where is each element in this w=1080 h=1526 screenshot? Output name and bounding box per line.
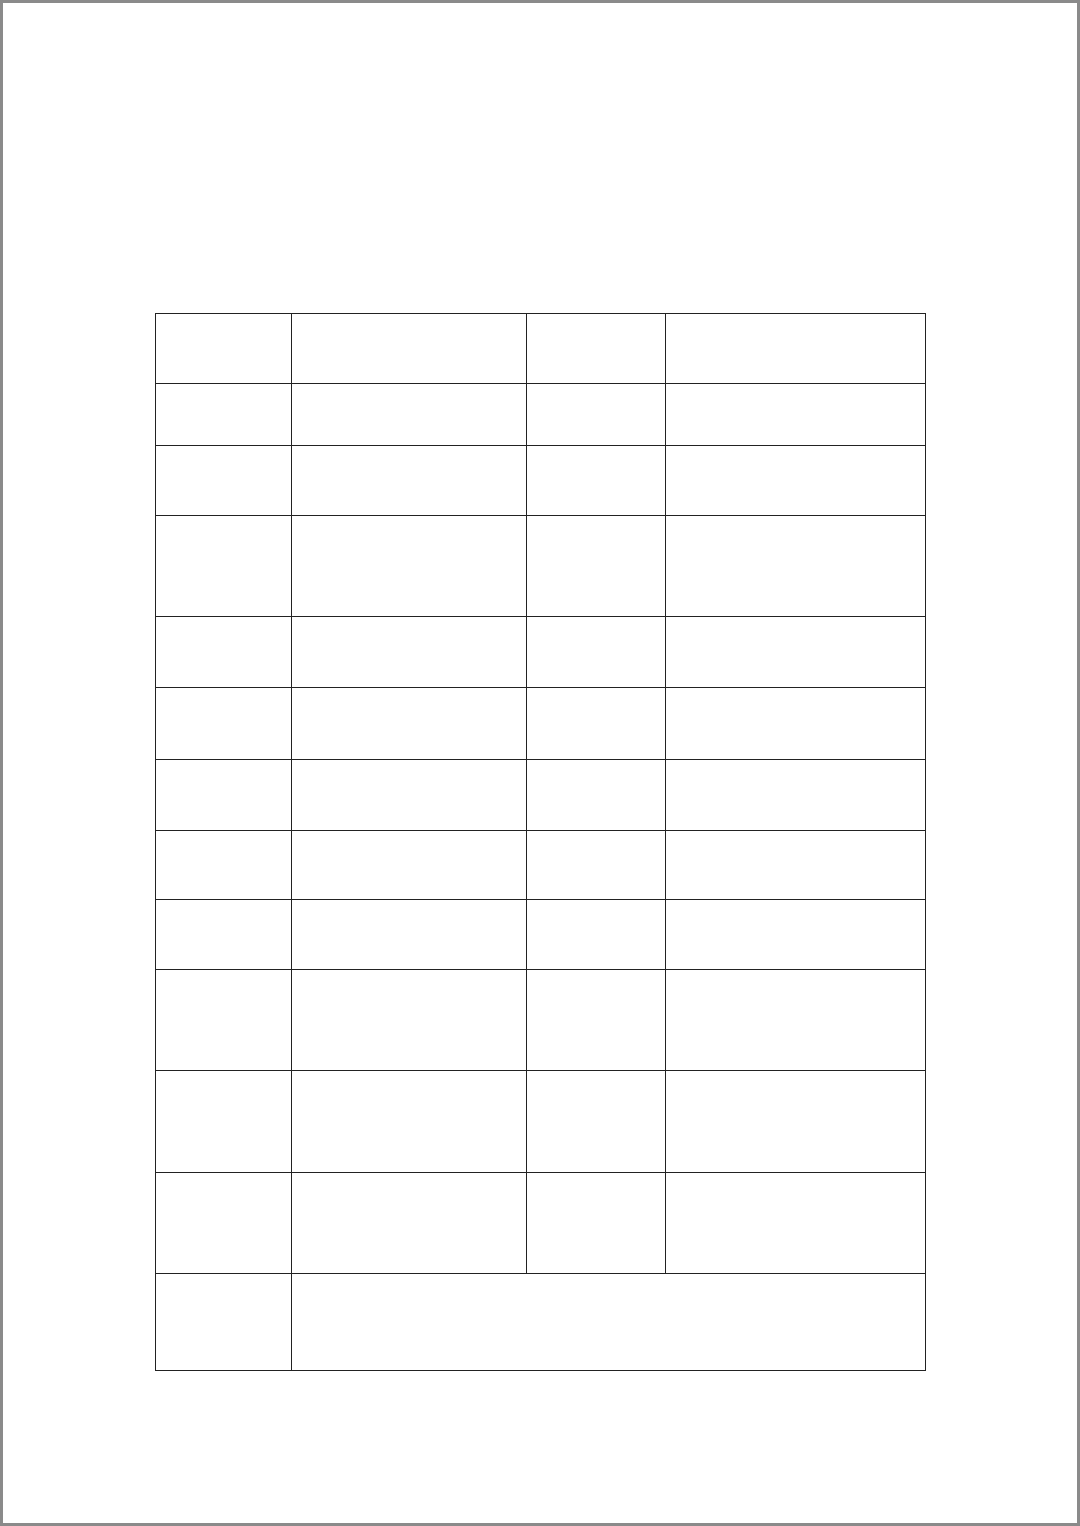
quota-cell xyxy=(292,384,527,446)
province-cell xyxy=(527,384,666,446)
quota-cell xyxy=(666,970,926,1071)
quota-cell xyxy=(292,1071,527,1173)
quota-cell xyxy=(666,1071,926,1173)
header-province-1 xyxy=(156,314,292,384)
quota-cell xyxy=(292,617,527,688)
table-total-row xyxy=(156,1274,926,1371)
province-cell xyxy=(156,970,292,1071)
province-cell xyxy=(156,617,292,688)
quota-cell xyxy=(666,446,926,516)
header-quota-2 xyxy=(666,314,926,384)
table-row xyxy=(156,688,926,760)
quota-cell xyxy=(292,760,527,831)
province-cell xyxy=(527,617,666,688)
header-quota-1 xyxy=(292,314,527,384)
province-cell xyxy=(527,970,666,1071)
province-cell xyxy=(527,1071,666,1173)
table-row xyxy=(156,516,926,617)
province-cell xyxy=(156,516,292,617)
table-row xyxy=(156,900,926,970)
province-cell xyxy=(527,831,666,900)
quota-allocation-table xyxy=(155,313,926,1371)
quota-cell xyxy=(292,900,527,970)
table-row xyxy=(156,1173,926,1274)
quota-cell xyxy=(292,446,527,516)
header-province-2 xyxy=(527,314,666,384)
total-value xyxy=(292,1274,926,1371)
province-cell xyxy=(156,1071,292,1173)
province-cell xyxy=(527,760,666,831)
province-cell xyxy=(527,900,666,970)
province-cell xyxy=(156,446,292,516)
quota-cell xyxy=(666,688,926,760)
quota-cell xyxy=(666,831,926,900)
quota-cell xyxy=(666,384,926,446)
quota-cell xyxy=(666,760,926,831)
province-cell xyxy=(527,446,666,516)
quota-cell xyxy=(292,516,527,617)
table-row xyxy=(156,617,926,688)
table-row xyxy=(156,760,926,831)
table-row xyxy=(156,831,926,900)
quota-cell xyxy=(666,900,926,970)
table-row xyxy=(156,446,926,516)
table-row xyxy=(156,970,926,1071)
province-cell xyxy=(156,900,292,970)
quota-cell xyxy=(292,970,527,1071)
quota-cell xyxy=(666,1173,926,1274)
table-row xyxy=(156,1071,926,1173)
table-row xyxy=(156,384,926,446)
quota-cell xyxy=(292,688,527,760)
quota-cell xyxy=(666,516,926,617)
province-cell xyxy=(527,516,666,617)
total-label xyxy=(156,1274,292,1371)
province-cell xyxy=(527,688,666,760)
quota-cell xyxy=(666,617,926,688)
province-cell xyxy=(156,831,292,900)
quota-cell xyxy=(292,831,527,900)
table-header-row xyxy=(156,314,926,384)
province-cell xyxy=(156,1173,292,1274)
province-cell xyxy=(156,760,292,831)
province-cell xyxy=(156,688,292,760)
quota-cell xyxy=(292,1173,527,1274)
province-cell xyxy=(156,384,292,446)
province-cell xyxy=(527,1173,666,1274)
